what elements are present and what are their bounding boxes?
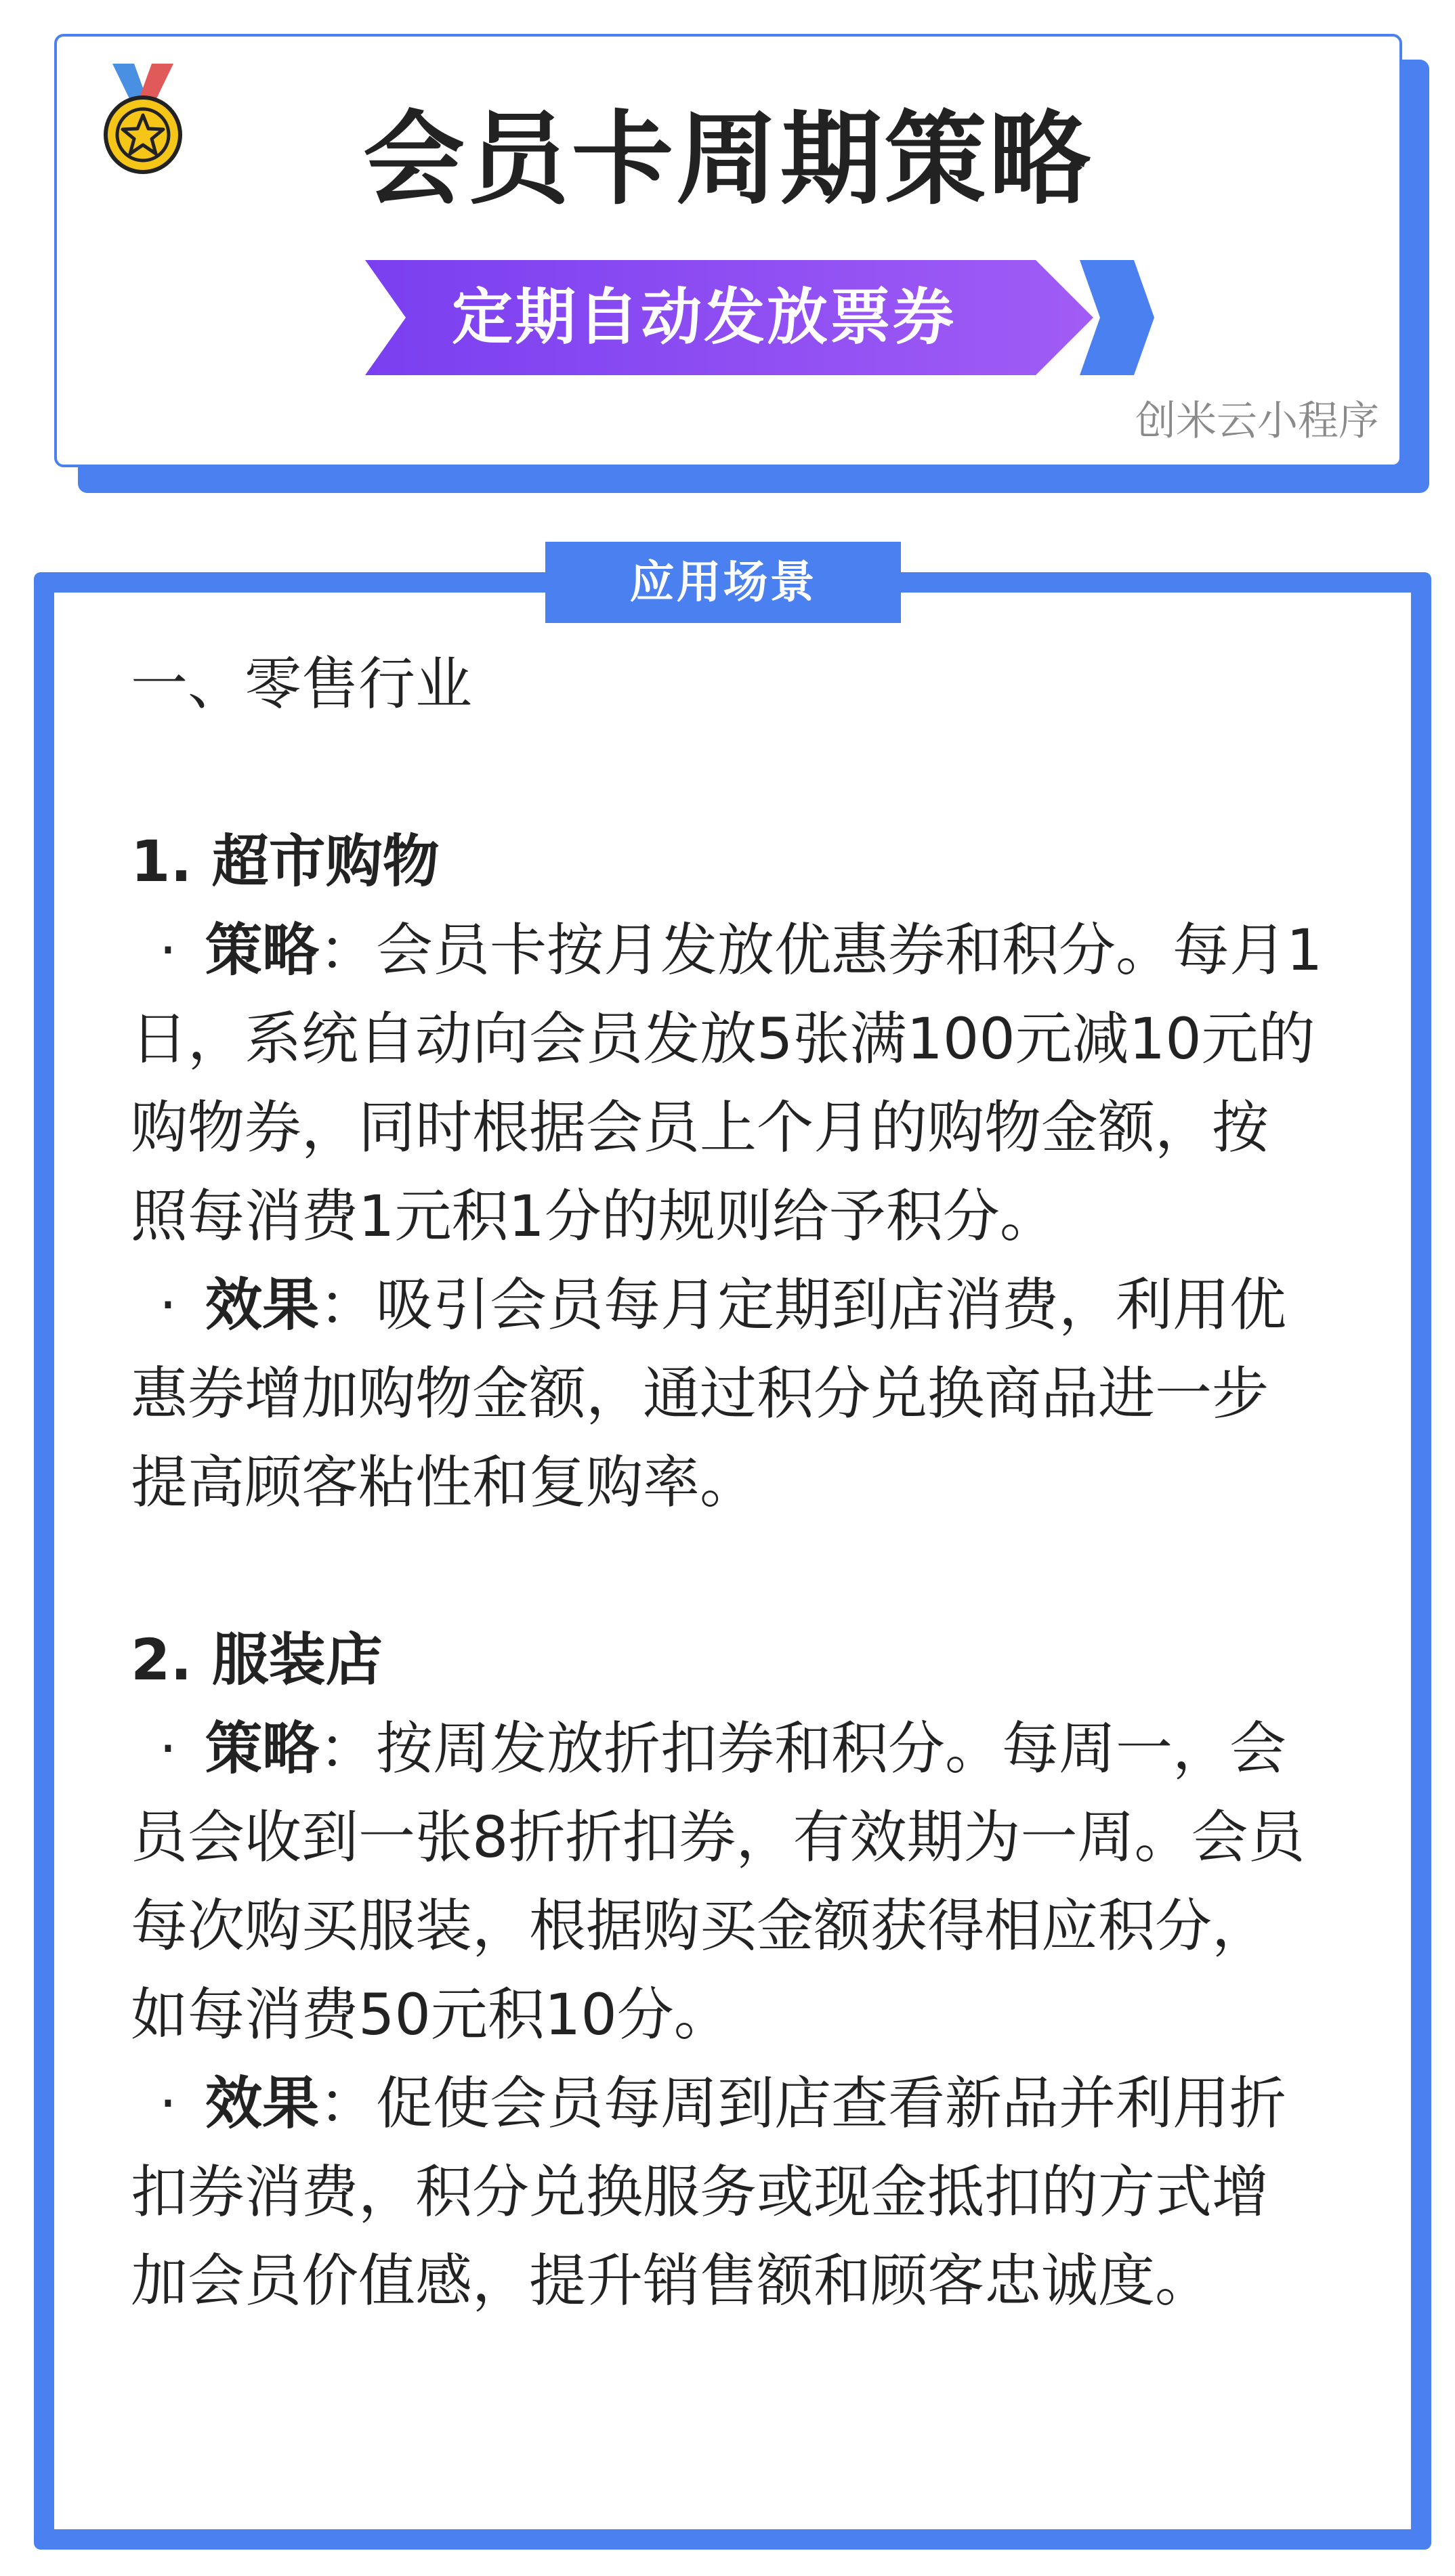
- colon: ：: [319, 917, 377, 983]
- strategy-text: 会员卡按月发放优惠券和积分。每月1日，系统自动向会员发放5张满100元减10元的购物券，同时根据会员上个月的购物金额，按照每消费1元积1分的规则给予积分。: [131, 917, 1323, 1249]
- effect-paragraph: [131, 1261, 1323, 1527]
- item-title: 2. 服装店: [131, 1627, 383, 1693]
- effect-label: 效果: [205, 1272, 320, 1338]
- effect-text: 吸引会员每月定期到店消费，利用优惠券增加购物金额，通过积分兑换商品进一步提高顾客粘性和复购率。: [131, 1272, 1287, 1516]
- strategy-paragraph: [131, 1704, 1323, 2059]
- section-tab: 应用场景: [545, 542, 901, 623]
- bullet-dot: ·: [159, 1715, 177, 1782]
- subtitle-text: 定期自动发放票券: [452, 282, 956, 353]
- effect-text: 促使会员每周到店查看新品并利用折扣券消费，积分兑换服务或现金抵扣的方式增加会员价值感，提升销售额和顾客忠诚度。: [131, 2070, 1287, 2314]
- item-title: 1. 超市购物: [131, 828, 440, 895]
- spacer: [131, 729, 1323, 817]
- effect-paragraph: [131, 2059, 1323, 2325]
- effect-label: 效果: [205, 2070, 320, 2137]
- strategy-label: 策略: [205, 1715, 320, 1782]
- strategy-text: 按周发放折扣券和积分。每周一，会员会收到一张8折折扣券，有效期为一周。会员每次购买服装，根据购买金额获得相应积分，如每消费50元积10分。: [131, 1715, 1305, 2048]
- page-title: 会员卡周期策略: [362, 101, 1093, 219]
- bullet-dot: ·: [159, 1272, 177, 1338]
- brand-label: 创米云小程序: [1135, 398, 1379, 445]
- category-heading: 一、零售行业: [131, 651, 473, 717]
- strategy-paragraph: [131, 906, 1323, 1261]
- colon: ：: [319, 2070, 377, 2137]
- colon: ：: [319, 1715, 377, 1782]
- header-card: [54, 34, 1402, 467]
- bullet-dot: ·: [159, 917, 177, 983]
- spacer: [131, 1527, 1323, 1616]
- bullet-dot: ·: [159, 2070, 177, 2137]
- strategy-label: 策略: [205, 917, 320, 983]
- content-body: [131, 640, 1323, 2325]
- subtitle-ribbon: [365, 260, 1154, 375]
- colon: ：: [319, 1272, 377, 1338]
